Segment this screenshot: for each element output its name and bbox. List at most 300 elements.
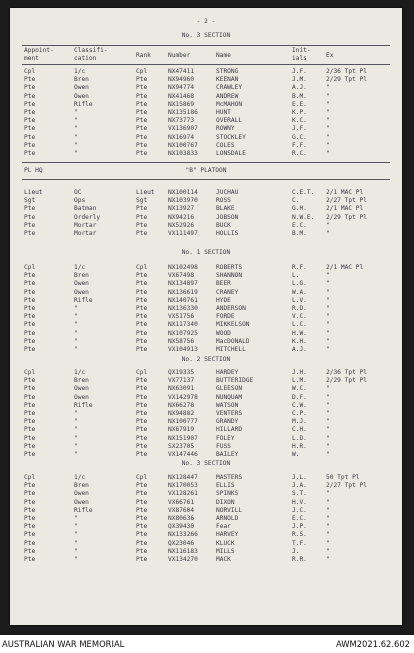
classification-cell: " xyxy=(74,346,78,353)
ex-unit-cell: " xyxy=(326,490,330,498)
classification-cell: Owen xyxy=(74,393,89,401)
rank-cell: Pte xyxy=(136,539,148,547)
classification-cell: " xyxy=(74,133,78,141)
rank-cell: Pte xyxy=(136,205,148,213)
ex-unit-cell: " xyxy=(326,556,330,563)
service-number-cell: NX117340 xyxy=(168,321,198,329)
rank-cell: Pte xyxy=(136,272,148,280)
surname-cell: ROWNY xyxy=(216,125,235,133)
table-row xyxy=(10,305,402,313)
service-number-cell: NX134897 xyxy=(168,280,198,288)
classification-cell: " xyxy=(74,426,78,434)
table-row xyxy=(10,205,402,213)
initials-cell: W. xyxy=(292,451,300,458)
classification-cell: " xyxy=(74,539,78,547)
initials-cell: R.S. xyxy=(292,531,307,539)
table-row xyxy=(10,451,402,459)
service-number-cell: NX107925 xyxy=(168,329,198,337)
surname-cell: ANDREW xyxy=(216,92,239,100)
rank-cell: Pte xyxy=(136,531,148,539)
appointment-cell: Pte xyxy=(24,280,36,288)
appointment-cell: Pte xyxy=(24,531,36,539)
surname-cell: HUNT xyxy=(216,109,231,116)
initials-cell: H.R. xyxy=(292,442,307,450)
rank-cell: Pte xyxy=(136,442,148,450)
table-row xyxy=(10,84,402,92)
appointment-cell: Pte xyxy=(24,515,36,522)
rank-cell: Pte xyxy=(136,84,148,92)
initials-cell: H.V. xyxy=(292,498,307,506)
service-number-cell: VX142978 xyxy=(168,393,198,401)
service-number-cell: NX136619 xyxy=(168,288,198,296)
rank-cell: Pte xyxy=(136,92,148,100)
appointment-cell: Pte xyxy=(24,288,36,296)
rank-cell: Pte xyxy=(136,109,148,116)
table-row xyxy=(10,402,402,410)
column-header-number: Number xyxy=(168,52,191,59)
initials-cell: A.J. xyxy=(292,84,307,92)
surname-cell: KLUCK xyxy=(216,539,235,547)
table-row xyxy=(10,321,402,329)
platoon-rule-bottom xyxy=(22,179,390,180)
service-number-cell: QX39430 xyxy=(168,523,195,531)
column-header-rank: Rank xyxy=(136,52,151,59)
page-number: - 2 - xyxy=(196,18,216,25)
service-number-cell: NX135186 xyxy=(168,109,198,116)
classification-cell: " xyxy=(74,418,78,426)
appointment-cell: Pte xyxy=(24,117,36,125)
service-number-cell: NX100777 xyxy=(168,418,198,426)
table-row xyxy=(10,297,402,305)
rank-cell: Pte xyxy=(136,133,148,141)
initials-cell: B.M. xyxy=(292,92,307,100)
initials-cell: C.E.T. xyxy=(292,189,315,196)
rank-cell: Cpl xyxy=(136,369,148,376)
service-number-cell: NX94216 xyxy=(168,213,195,221)
appointment-cell: Pte xyxy=(24,313,36,321)
classification-cell: " xyxy=(74,329,78,337)
appointment-cell: Pte xyxy=(24,385,36,393)
rank-cell: Pte xyxy=(136,76,148,84)
service-number-cell: NX41468 xyxy=(168,92,195,100)
initials-cell: L. xyxy=(292,272,300,280)
ex-unit-cell: " xyxy=(326,133,330,141)
appointment-cell: Pte xyxy=(24,523,36,531)
initials-cell: R.D. xyxy=(292,305,307,312)
ex-unit-cell: " xyxy=(326,442,330,450)
table-row xyxy=(10,338,402,346)
appointment-cell: Pte xyxy=(24,410,36,417)
rank-cell: Pte xyxy=(136,141,148,149)
service-number-cell: NX67919 xyxy=(168,426,195,434)
appointment-cell: Pte xyxy=(24,401,36,409)
classification-cell: 1/c xyxy=(74,474,86,481)
ex-unit-cell: 2/1 MAC Pl xyxy=(326,189,364,196)
rank-cell: Pte xyxy=(136,305,148,312)
surname-cell: VENTERS xyxy=(216,410,243,417)
ex-unit-cell: " xyxy=(326,150,330,157)
classification-cell: Orderly xyxy=(74,213,101,221)
initials-cell: R.R. xyxy=(292,556,307,563)
table-row xyxy=(10,289,402,297)
surname-cell: SHANNON xyxy=(216,272,243,280)
service-number-cell: NX52926 xyxy=(168,221,195,229)
rank-cell: Pte xyxy=(136,451,148,458)
table-row xyxy=(10,197,402,205)
table-row xyxy=(10,426,402,434)
ex-unit-cell: " xyxy=(326,125,330,133)
service-number-cell: QX19335 xyxy=(168,369,195,376)
surname-cell: FORDE xyxy=(216,313,235,321)
rank-cell: Pte xyxy=(136,329,148,337)
ex-unit-cell: " xyxy=(326,515,330,522)
service-number-cell: NX102498 xyxy=(168,264,198,271)
ex-unit-cell: " xyxy=(326,418,330,426)
service-number-cell: NX103970 xyxy=(168,197,198,205)
classification-cell: Bren xyxy=(74,377,89,385)
ex-unit-cell: 2/27 Tpt Pl xyxy=(326,482,367,490)
ex-unit-cell: 2/29 Tpt Pl xyxy=(326,76,367,84)
ex-unit-cell: " xyxy=(326,539,330,547)
initials-cell: T.F. xyxy=(292,539,307,547)
surname-cell: KEENAN xyxy=(216,76,239,84)
classification-cell: Owen xyxy=(74,385,89,393)
appointment-cell: Pte xyxy=(24,125,36,133)
service-number-cell: NX73773 xyxy=(168,117,195,125)
initials-cell: J.P. xyxy=(292,523,307,531)
table-row xyxy=(10,346,402,354)
rank-cell: Sgt xyxy=(136,197,148,205)
section-heading: No. 2 SECTION xyxy=(181,356,231,363)
table-row xyxy=(10,385,402,393)
ex-unit-cell: " xyxy=(326,230,330,237)
classification-cell: Owen xyxy=(74,92,89,100)
appointment-cell: Pte xyxy=(24,141,36,149)
initials-cell: J.F. xyxy=(292,68,307,75)
initials-cell: R.C. xyxy=(292,150,307,157)
appointment-cell: Pte xyxy=(24,221,36,229)
service-number-cell: QX23046 xyxy=(168,539,195,547)
rank-cell: Pte xyxy=(136,523,148,531)
ex-unit-cell: " xyxy=(326,547,330,555)
surname-cell: HARVEY xyxy=(216,531,239,539)
initials-cell: C.P. xyxy=(292,410,307,417)
rank-cell: Pte xyxy=(136,490,148,498)
ex-unit-cell: " xyxy=(326,296,330,304)
ex-unit-cell: " xyxy=(326,288,330,296)
table-row xyxy=(10,540,402,548)
ex-unit-cell: " xyxy=(326,117,330,125)
table-row xyxy=(10,189,402,197)
service-number-cell: NX94774 xyxy=(168,84,195,92)
rank-cell: Pte xyxy=(136,393,148,401)
ex-unit-cell: " xyxy=(326,393,330,401)
ex-unit-cell: " xyxy=(326,92,330,100)
column-header-classification: Classifi- cation xyxy=(74,47,108,62)
surname-cell: GLEESON xyxy=(216,385,243,393)
rank-cell: Pte xyxy=(136,506,148,514)
ex-unit-cell: 2/29 Tpt Pl xyxy=(326,377,367,385)
service-number-cell: VX128261 xyxy=(168,490,198,498)
rank-cell: Pte xyxy=(136,556,148,563)
classification-cell: " xyxy=(74,337,78,345)
service-number-cell: NX133266 xyxy=(168,531,198,539)
appointment-cell: Cpl xyxy=(24,474,36,481)
classification-cell: Rifle xyxy=(74,296,93,304)
rank-cell: Pte xyxy=(136,346,148,353)
appointment-cell: Pte xyxy=(24,337,36,345)
initials-cell: R.F. xyxy=(292,264,307,271)
initials-cell: J.A. xyxy=(292,482,307,490)
service-number-cell: VX147446 xyxy=(168,451,198,458)
surname-cell: MASTERS xyxy=(216,474,243,481)
appointment-cell: Pte xyxy=(24,442,36,450)
header-rule-top xyxy=(22,45,390,46)
initials-cell: C.H. xyxy=(292,426,307,434)
initials-cell: J.F. xyxy=(292,125,307,133)
table-row xyxy=(10,410,402,418)
document-page xyxy=(10,8,402,625)
service-number-cell: NX100767 xyxy=(168,141,198,149)
surname-cell: BUTTERIDGE xyxy=(216,377,254,385)
rank-cell: Pte xyxy=(136,515,148,522)
initials-cell: V.C. xyxy=(292,313,307,321)
surname-cell: LONSDALE xyxy=(216,150,246,157)
surname-cell: HOLLIS xyxy=(216,230,239,237)
ex-unit-cell: " xyxy=(326,451,330,458)
classification-cell: Rifle xyxy=(74,401,93,409)
appointment-cell: Sgt xyxy=(24,197,36,205)
rank-cell: Pte xyxy=(136,288,148,296)
caption-bar xyxy=(0,635,414,653)
initials-cell: F.F. xyxy=(292,141,307,149)
section-heading: No. 1 SECTION xyxy=(181,249,231,256)
initials-cell: L.D. xyxy=(292,434,307,442)
table-row xyxy=(10,150,402,158)
nominal-roll-sheet xyxy=(10,8,402,625)
surname-cell: WATSON xyxy=(216,401,239,409)
table-row xyxy=(10,507,402,515)
classification-cell: Bren xyxy=(74,482,89,490)
section-heading: No. 3 SECTION xyxy=(181,32,231,39)
surname-cell: MACK xyxy=(216,556,231,563)
appointment-cell: Pte xyxy=(24,418,36,426)
appointment-cell: Pte xyxy=(24,482,36,490)
rank-cell: Pte xyxy=(136,100,148,108)
surname-cell: MILLS xyxy=(216,547,235,555)
initials-cell: S.T. xyxy=(292,490,307,498)
table-row xyxy=(10,474,402,482)
rank-cell: Pte xyxy=(136,410,148,417)
surname-cell: BAILEY xyxy=(216,451,239,458)
table-row xyxy=(10,222,402,230)
header-rule-bottom xyxy=(22,64,390,65)
surname-cell: HILLARD xyxy=(216,426,243,434)
classification-cell: Owen xyxy=(74,84,89,92)
appointment-cell: Pte xyxy=(24,506,36,514)
service-number-cell: NX47411 xyxy=(168,68,195,75)
classification-cell: Ops xyxy=(74,197,86,205)
service-number-cell: NX140761 xyxy=(168,296,198,304)
table-row xyxy=(10,272,402,280)
service-number-cell: NX80636 xyxy=(168,515,195,522)
appointment-cell: Pte xyxy=(24,133,36,141)
classification-cell: Owen xyxy=(74,490,89,498)
ex-unit-cell: " xyxy=(326,305,330,312)
ex-unit-cell: " xyxy=(326,280,330,288)
appointment-cell: Pte xyxy=(24,150,36,157)
surname-cell: FUSS xyxy=(216,442,231,450)
initials-cell: J.L. xyxy=(292,474,307,481)
ex-unit-cell: 2/36 Tpt Pl xyxy=(326,68,367,75)
appointment-cell: Pte xyxy=(24,393,36,401)
service-number-cell: VX67498 xyxy=(168,272,195,280)
ex-unit-cell: " xyxy=(326,84,330,92)
service-number-cell: NX128447 xyxy=(168,474,198,481)
rank-cell: Pte xyxy=(136,434,148,442)
classification-cell: 1/c xyxy=(74,264,86,271)
surname-cell: MIKKELSON xyxy=(216,321,250,329)
appointment-cell: Pte xyxy=(24,305,36,312)
initials-cell: E.C. xyxy=(292,515,307,522)
classification-cell: Batman xyxy=(74,205,97,213)
classification-cell: Owen xyxy=(74,288,89,296)
initials-cell: L.V. xyxy=(292,296,307,304)
surname-cell: McMAHON xyxy=(216,100,243,108)
initials-cell: K.P. xyxy=(292,109,307,116)
table-row xyxy=(10,490,402,498)
table-row xyxy=(10,117,402,125)
platoon-title: "B" PLATOON xyxy=(185,167,227,174)
table-row xyxy=(10,377,402,385)
classification-cell: Bren xyxy=(74,76,89,84)
ex-unit-cell: " xyxy=(326,329,330,337)
appointment-cell: Pte xyxy=(24,100,36,108)
ex-unit-cell: " xyxy=(326,109,330,116)
ex-unit-cell: " xyxy=(326,531,330,539)
appointment-cell: Pte xyxy=(24,296,36,304)
section-heading: No. 3 SECTION xyxy=(181,460,231,467)
classification-cell: " xyxy=(74,434,78,442)
service-number-cell: VX66761 xyxy=(168,498,195,506)
ex-unit-cell: " xyxy=(326,221,330,229)
classification-cell: " xyxy=(74,313,78,321)
initials-cell: W.C. xyxy=(292,385,307,393)
surname-cell: BLAKE xyxy=(216,205,235,213)
ex-unit-cell: 50 Tpt Pl xyxy=(326,474,360,481)
initials-cell: L.M. xyxy=(292,377,307,385)
appointment-cell: Pte xyxy=(24,272,36,280)
appointment-cell: Pte xyxy=(24,109,36,116)
appointment-cell: Cpl xyxy=(24,68,36,75)
service-number-cell: VX134270 xyxy=(168,556,198,563)
surname-cell: NORVILL xyxy=(216,506,243,514)
rank-cell: Pte xyxy=(136,401,148,409)
service-number-cell: NX151907 xyxy=(168,434,198,442)
table-row xyxy=(10,443,402,451)
table-row xyxy=(10,125,402,133)
initials-cell: H.W. xyxy=(292,329,307,337)
ex-unit-cell: " xyxy=(326,401,330,409)
rank-cell: Pte xyxy=(136,498,148,506)
table-row xyxy=(10,394,402,402)
classification-cell: Rifle xyxy=(74,506,93,514)
surname-cell: SPINKS xyxy=(216,490,239,498)
service-number-cell: NX66278 xyxy=(168,401,195,409)
ex-unit-cell: " xyxy=(326,100,330,108)
service-number-cell: VX51756 xyxy=(168,313,195,321)
table-row xyxy=(10,76,402,84)
initials-cell: K.H. xyxy=(292,337,307,345)
rank-cell: Cpl xyxy=(136,264,148,271)
initials-cell: B.M. xyxy=(292,230,307,237)
surname-cell: ANDERSON xyxy=(216,305,246,312)
table-row xyxy=(10,142,402,150)
surname-cell: FOLEY xyxy=(216,434,235,442)
surname-cell: ROBERTS xyxy=(216,264,243,271)
ex-unit-cell: " xyxy=(326,385,330,393)
ex-unit-cell: " xyxy=(326,498,330,506)
classification-cell: 1/c xyxy=(74,68,86,75)
service-number-cell: NX170053 xyxy=(168,482,198,490)
table-row xyxy=(10,515,402,523)
rank-cell: Pte xyxy=(136,321,148,329)
initials-cell: D.F. xyxy=(292,393,307,401)
classification-cell: Owen xyxy=(74,498,89,506)
initials-cell: N.W.E. xyxy=(292,213,315,221)
surname-cell: WOOD xyxy=(216,329,231,337)
classification-cell: " xyxy=(74,109,78,116)
surname-cell: JUCHAU xyxy=(216,189,239,196)
appointment-cell: Pte xyxy=(24,346,36,353)
table-row xyxy=(10,280,402,288)
table-row xyxy=(10,214,402,222)
appointment-cell: Lieut xyxy=(24,189,43,196)
initials-cell: A.J. xyxy=(292,346,307,353)
surname-cell: HARDEY xyxy=(216,369,239,376)
table-row xyxy=(10,313,402,321)
classification-cell: OC xyxy=(74,189,82,196)
service-number-cell: VX104913 xyxy=(168,346,198,353)
initials-cell: G.C. xyxy=(292,133,307,141)
ex-unit-cell: " xyxy=(326,434,330,442)
service-number-cell: NX94882 xyxy=(168,410,195,417)
ex-unit-cell: " xyxy=(326,410,330,417)
pl-hq-label: PL HQ xyxy=(24,167,43,174)
ex-unit-cell: " xyxy=(326,313,330,321)
rank-cell: Pte xyxy=(136,213,148,221)
service-number-cell: SX23705 xyxy=(168,442,195,450)
rank-cell: Pte xyxy=(136,385,148,393)
column-header-name: Name xyxy=(216,52,231,59)
appointment-cell: Pte xyxy=(24,321,36,329)
surname-cell: JOBSON xyxy=(216,213,239,221)
table-row xyxy=(10,109,402,117)
column-header-ex: Ex xyxy=(326,52,334,59)
rank-cell: Pte xyxy=(136,377,148,385)
service-number-cell: VX77137 xyxy=(168,377,195,385)
appointment-cell: Cpl xyxy=(24,264,36,271)
column-header-initials: Init- ials xyxy=(292,47,311,62)
ex-unit-cell: 2/1 MAC Pl xyxy=(326,264,364,271)
classification-cell: " xyxy=(74,556,78,563)
initials-cell: M.J. xyxy=(292,418,307,426)
ex-unit-cell: 2/27 Tpt Pl xyxy=(326,197,367,205)
table-row xyxy=(10,330,402,338)
ex-unit-cell: 2/1 MAC Pl xyxy=(326,205,364,213)
initials-cell: K.C. xyxy=(292,117,307,125)
appointment-cell: Pte xyxy=(24,451,36,458)
